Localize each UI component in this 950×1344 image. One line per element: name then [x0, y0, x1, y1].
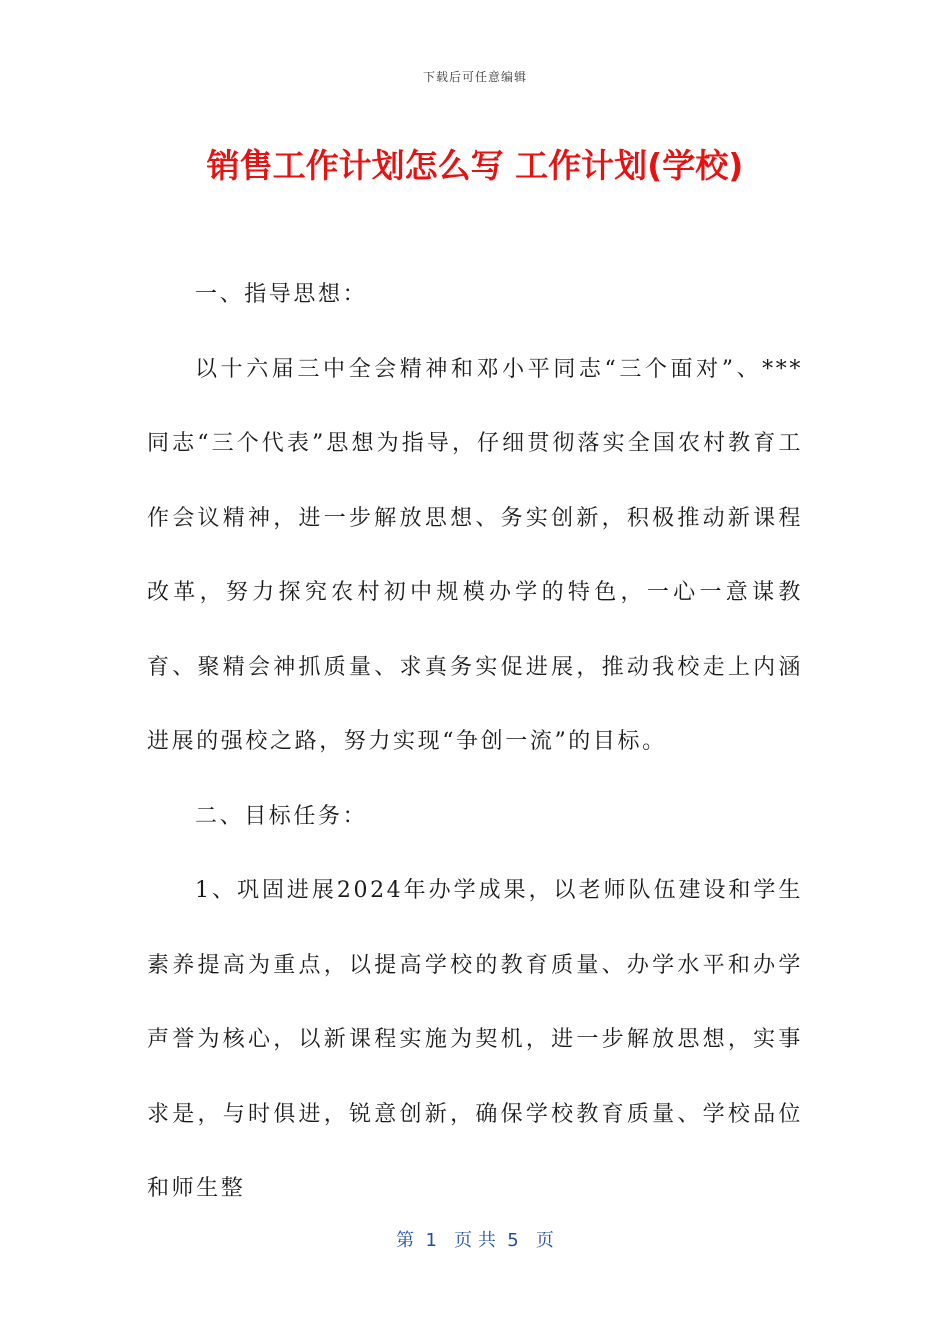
- section-heading-guiding-ideology: 一、指导思想：: [195, 282, 368, 307]
- paragraph-goal-1: 1、巩固进展2024年办学成果，以老师队伍建设和学生素养提高为重点，以提高学校的教育质量、办学水平和办学声誉为核心，以新课程实施为契机，进一步解放思想，实事求是，与时俱进，锐意创新，确保学校教育质量、学校品位和师生整: [147, 878, 803, 1201]
- header-note: 下载后可任意编辑: [422, 70, 527, 84]
- document-body: [147, 258, 803, 1227]
- paragraph-guiding-ideology: 以十六届三中全会精神和邓小平同志“三个面对”、***同志“三个代表”思想为指导，仔细贯彻落实全国农村教育工作会议精神，进一步解放思想、务实创新，积极推动新课程改革，努力探究农村初中规模办学的特色，一心一意谋教育、聚精会神抓质量、求真务实促进展，推动我校走上内涵进展的强校之路，努力实现“争创一流”的目标。: [147, 356, 803, 754]
- document-title: 销售工作计划怎么写 工作计划(学校): [206, 146, 744, 185]
- page-number-footer: 第 1 页 共 5 页: [396, 1230, 554, 1251]
- section-heading-goals: 二、目标任务：: [195, 803, 368, 829]
